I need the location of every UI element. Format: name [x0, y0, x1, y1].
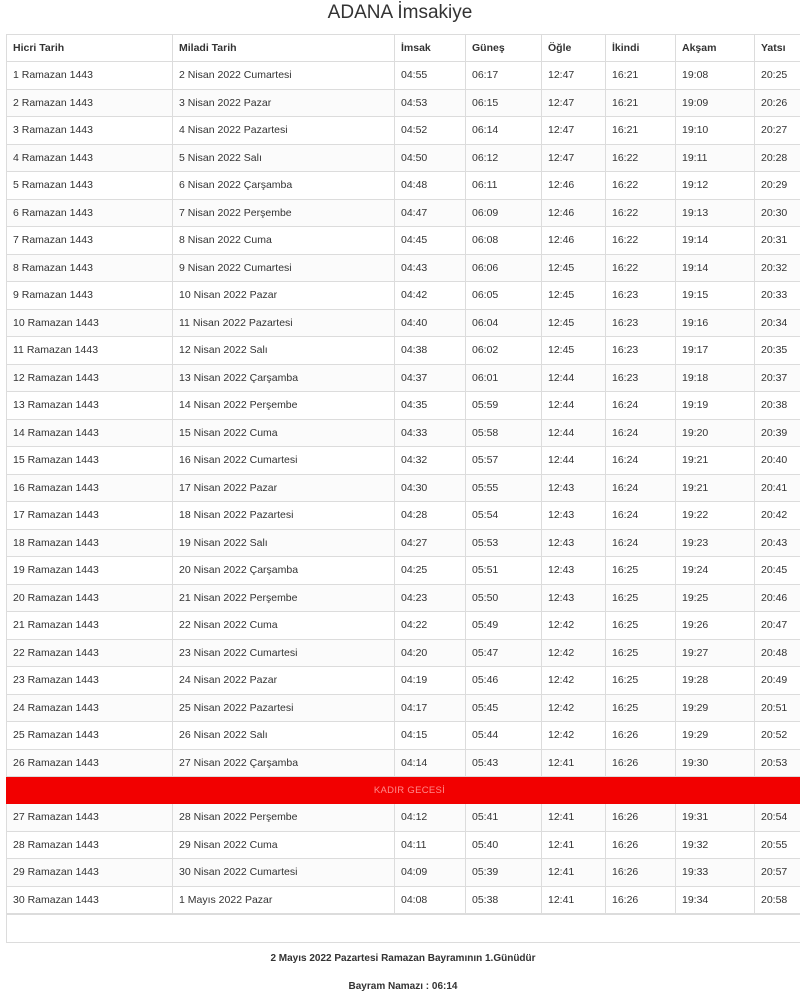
ogle-cell: 12:45 — [542, 309, 606, 337]
miladi-tarih-cell: 1 Mayıs 2022 Pazar — [173, 886, 395, 914]
yatsi-cell: 20:29 — [755, 172, 800, 200]
hicri-tarih-cell: 22 Ramazan 1443 — [7, 639, 173, 667]
yatsi-cell: 20:41 — [755, 474, 800, 502]
ikindi-cell: 16:25 — [606, 639, 676, 667]
miladi-tarih-cell: 30 Nisan 2022 Cumartesi — [173, 859, 395, 887]
yatsi-cell: 20:25 — [755, 62, 800, 90]
hicri-tarih-cell: 29 Ramazan 1443 — [7, 859, 173, 887]
yatsi-cell: 20:43 — [755, 529, 800, 557]
yatsi-cell: 20:46 — [755, 584, 800, 612]
yatsi-cell: 20:33 — [755, 282, 800, 310]
table-row — [7, 886, 800, 914]
imsak-cell: 04:19 — [395, 667, 466, 695]
ogle-cell: 12:46 — [542, 199, 606, 227]
imsak-cell: 04:30 — [395, 474, 466, 502]
ikindi-cell: 16:24 — [606, 474, 676, 502]
miladi-tarih-cell: 7 Nisan 2022 Perşembe — [173, 199, 395, 227]
table-header-row — [7, 35, 800, 62]
table-row — [7, 557, 800, 585]
imsak-cell: 04:47 — [395, 199, 466, 227]
aksam-cell: 19:30 — [676, 749, 755, 777]
yatsi-cell: 20:37 — [755, 364, 800, 392]
aksam-cell: 19:22 — [676, 502, 755, 530]
page-title: ADANA İmsakiye — [327, 2, 473, 23]
ikindi-cell: 16:22 — [606, 227, 676, 255]
hicri-tarih-cell: 1 Ramazan 1443 — [7, 62, 173, 90]
table-row — [7, 859, 800, 887]
gunes-cell: 06:04 — [466, 309, 542, 337]
gunes-cell: 05:43 — [466, 749, 542, 777]
gunes-cell: 05:44 — [466, 722, 542, 750]
aksam-cell: 19:10 — [676, 117, 755, 145]
empty-row — [6, 914, 800, 943]
aksam-cell: 19:12 — [676, 172, 755, 200]
ikindi-cell: 16:24 — [606, 502, 676, 530]
column-header-gunes: Güneş — [466, 35, 542, 62]
hicri-tarih-cell: 21 Ramazan 1443 — [7, 612, 173, 640]
imsak-cell: 04:12 — [395, 804, 466, 832]
table-row — [7, 364, 800, 392]
aksam-cell: 19:08 — [676, 62, 755, 90]
table-row — [7, 667, 800, 695]
ikindi-cell: 16:25 — [606, 667, 676, 695]
gunes-cell: 06:01 — [466, 364, 542, 392]
ogle-cell: 12:46 — [542, 172, 606, 200]
gunes-cell: 05:58 — [466, 419, 542, 447]
imsak-cell: 04:27 — [395, 529, 466, 557]
miladi-tarih-cell: 2 Nisan 2022 Cumartesi — [173, 62, 395, 90]
miladi-tarih-cell: 21 Nisan 2022 Perşembe — [173, 584, 395, 612]
ikindi-cell: 16:24 — [606, 392, 676, 420]
yatsi-cell: 20:28 — [755, 144, 800, 172]
gunes-cell: 06:15 — [466, 89, 542, 117]
ogle-cell: 12:43 — [542, 474, 606, 502]
gunes-cell: 05:53 — [466, 529, 542, 557]
kadir-gecesi-label: KADIR GECESİ — [7, 777, 800, 804]
ikindi-cell: 16:24 — [606, 529, 676, 557]
hicri-tarih-cell: 9 Ramazan 1443 — [7, 282, 173, 310]
yatsi-cell: 20:54 — [755, 804, 800, 832]
ogle-cell: 12:47 — [542, 62, 606, 90]
ikindi-cell: 16:25 — [606, 694, 676, 722]
ikindi-cell: 16:24 — [606, 419, 676, 447]
aksam-cell: 19:29 — [676, 694, 755, 722]
aksam-cell: 19:26 — [676, 612, 755, 640]
miladi-tarih-cell: 26 Nisan 2022 Salı — [173, 722, 395, 750]
column-header-aksam: Akşam — [676, 35, 755, 62]
ogle-cell: 12:41 — [542, 886, 606, 914]
yatsi-cell: 20:57 — [755, 859, 800, 887]
hicri-tarih-cell: 11 Ramazan 1443 — [7, 337, 173, 365]
ikindi-cell: 16:23 — [606, 309, 676, 337]
ogle-cell: 12:41 — [542, 859, 606, 887]
ikindi-cell: 16:21 — [606, 62, 676, 90]
yatsi-cell: 20:48 — [755, 639, 800, 667]
hicri-tarih-cell: 19 Ramazan 1443 — [7, 557, 173, 585]
ikindi-cell: 16:26 — [606, 859, 676, 887]
ikindi-cell: 16:23 — [606, 337, 676, 365]
yatsi-cell: 20:39 — [755, 419, 800, 447]
gunes-cell: 05:46 — [466, 667, 542, 695]
aksam-cell: 19:29 — [676, 722, 755, 750]
imsak-cell: 04:25 — [395, 557, 466, 585]
miladi-tarih-cell: 10 Nisan 2022 Pazar — [173, 282, 395, 310]
table-row — [7, 392, 800, 420]
miladi-tarih-cell: 24 Nisan 2022 Pazar — [173, 667, 395, 695]
column-header-ogle: Öğle — [542, 35, 606, 62]
gunes-cell: 05:55 — [466, 474, 542, 502]
ogle-cell: 12:44 — [542, 364, 606, 392]
table-row — [7, 282, 800, 310]
imsak-cell: 04:09 — [395, 859, 466, 887]
aksam-cell: 19:23 — [676, 529, 755, 557]
gunes-cell: 06:11 — [466, 172, 542, 200]
gunes-cell: 05:50 — [466, 584, 542, 612]
yatsi-cell: 20:53 — [755, 749, 800, 777]
bayram-note: 2 Mayıs 2022 Pazartesi Ramazan Bayramının 1.Günüdür — [270, 953, 536, 964]
table-row — [7, 419, 800, 447]
gunes-cell: 06:02 — [466, 337, 542, 365]
ogle-cell: 12:47 — [542, 89, 606, 117]
ikindi-cell: 16:26 — [606, 722, 676, 750]
footer — [6, 942, 800, 992]
yatsi-cell: 20:47 — [755, 612, 800, 640]
yatsi-cell: 20:58 — [755, 886, 800, 914]
miladi-tarih-cell: 11 Nisan 2022 Pazartesi — [173, 309, 395, 337]
aksam-cell: 19:25 — [676, 584, 755, 612]
ikindi-cell: 16:26 — [606, 804, 676, 832]
ogle-cell: 12:45 — [542, 282, 606, 310]
hicri-tarih-cell: 20 Ramazan 1443 — [7, 584, 173, 612]
imsak-cell: 04:28 — [395, 502, 466, 530]
ogle-cell: 12:44 — [542, 419, 606, 447]
table-row — [7, 639, 800, 667]
aksam-cell: 19:34 — [676, 886, 755, 914]
yatsi-cell: 20:55 — [755, 831, 800, 859]
aksam-cell: 19:11 — [676, 144, 755, 172]
miladi-tarih-cell: 9 Nisan 2022 Cumartesi — [173, 254, 395, 282]
gunes-cell: 06:12 — [466, 144, 542, 172]
aksam-cell: 19:15 — [676, 282, 755, 310]
table-row — [7, 529, 800, 557]
miladi-tarih-cell: 5 Nisan 2022 Salı — [173, 144, 395, 172]
table-row — [7, 309, 800, 337]
hicri-tarih-cell: 8 Ramazan 1443 — [7, 254, 173, 282]
ikindi-cell: 16:23 — [606, 364, 676, 392]
imsak-cell: 04:43 — [395, 254, 466, 282]
ogle-cell: 12:46 — [542, 227, 606, 255]
ogle-cell: 12:43 — [542, 502, 606, 530]
hicri-tarih-cell: 7 Ramazan 1443 — [7, 227, 173, 255]
gunes-cell: 05:57 — [466, 447, 542, 475]
table-body — [7, 62, 800, 914]
ogle-cell: 12:41 — [542, 831, 606, 859]
hicri-tarih-cell: 24 Ramazan 1443 — [7, 694, 173, 722]
aksam-cell: 19:13 — [676, 199, 755, 227]
imsak-cell: 04:32 — [395, 447, 466, 475]
hicri-tarih-cell: 13 Ramazan 1443 — [7, 392, 173, 420]
table-row — [7, 447, 800, 475]
yatsi-cell: 20:32 — [755, 254, 800, 282]
ikindi-cell: 16:25 — [606, 612, 676, 640]
gunes-cell: 05:59 — [466, 392, 542, 420]
ikindi-cell: 16:24 — [606, 447, 676, 475]
gunes-cell: 05:47 — [466, 639, 542, 667]
table-row — [7, 612, 800, 640]
hicri-tarih-cell: 18 Ramazan 1443 — [7, 529, 173, 557]
aksam-cell: 19:19 — [676, 392, 755, 420]
yatsi-cell: 20:31 — [755, 227, 800, 255]
gunes-cell: 05:51 — [466, 557, 542, 585]
gunes-cell: 06:17 — [466, 62, 542, 90]
miladi-tarih-cell: 29 Nisan 2022 Cuma — [173, 831, 395, 859]
imsak-cell: 04:35 — [395, 392, 466, 420]
gunes-cell: 05:40 — [466, 831, 542, 859]
table-row — [7, 831, 800, 859]
hicri-tarih-cell: 27 Ramazan 1443 — [7, 804, 173, 832]
imsak-cell: 04:15 — [395, 722, 466, 750]
gunes-cell: 06:09 — [466, 199, 542, 227]
ogle-cell: 12:41 — [542, 804, 606, 832]
hicri-tarih-cell: 2 Ramazan 1443 — [7, 89, 173, 117]
ikindi-cell: 16:26 — [606, 831, 676, 859]
table-row — [7, 749, 800, 777]
hicri-tarih-cell: 4 Ramazan 1443 — [7, 144, 173, 172]
miladi-tarih-cell: 8 Nisan 2022 Cuma — [173, 227, 395, 255]
aksam-cell: 19:32 — [676, 831, 755, 859]
ikindi-cell: 16:21 — [606, 89, 676, 117]
kadir-gecesi-row — [7, 777, 800, 804]
imsak-cell: 04:42 — [395, 282, 466, 310]
yatsi-cell: 20:35 — [755, 337, 800, 365]
imsak-cell: 04:53 — [395, 89, 466, 117]
imsak-cell: 04:37 — [395, 364, 466, 392]
ogle-cell: 12:43 — [542, 529, 606, 557]
ogle-cell: 12:43 — [542, 584, 606, 612]
miladi-tarih-cell: 25 Nisan 2022 Pazartesi — [173, 694, 395, 722]
miladi-tarih-cell: 28 Nisan 2022 Perşembe — [173, 804, 395, 832]
yatsi-cell: 20:51 — [755, 694, 800, 722]
ogle-cell: 12:42 — [542, 667, 606, 695]
ogle-cell: 12:42 — [542, 612, 606, 640]
table-row — [7, 254, 800, 282]
ikindi-cell: 16:26 — [606, 886, 676, 914]
hicri-tarih-cell: 6 Ramazan 1443 — [7, 199, 173, 227]
ogle-cell: 12:43 — [542, 557, 606, 585]
ikindi-cell: 16:25 — [606, 557, 676, 585]
column-header-hicri: Hicri Tarih — [7, 35, 173, 62]
aksam-cell: 19:16 — [676, 309, 755, 337]
column-header-yatsi: Yatsı — [755, 35, 800, 62]
ogle-cell: 12:47 — [542, 117, 606, 145]
ikindi-cell: 16:22 — [606, 172, 676, 200]
bayram-namazi: Bayram Namazı : 06:14 — [348, 981, 458, 992]
ogle-cell: 12:42 — [542, 694, 606, 722]
hicri-tarih-cell: 12 Ramazan 1443 — [7, 364, 173, 392]
aksam-cell: 19:20 — [676, 419, 755, 447]
yatsi-cell: 20:38 — [755, 392, 800, 420]
table-row — [7, 199, 800, 227]
ikindi-cell: 16:26 — [606, 749, 676, 777]
yatsi-cell: 20:34 — [755, 309, 800, 337]
gunes-cell: 05:54 — [466, 502, 542, 530]
gunes-cell: 05:39 — [466, 859, 542, 887]
imsak-cell: 04:20 — [395, 639, 466, 667]
gunes-cell: 06:08 — [466, 227, 542, 255]
table-row — [7, 227, 800, 255]
hicri-tarih-cell: 15 Ramazan 1443 — [7, 447, 173, 475]
miladi-tarih-cell: 20 Nisan 2022 Çarşamba — [173, 557, 395, 585]
ogle-cell: 12:44 — [542, 447, 606, 475]
ikindi-cell: 16:22 — [606, 254, 676, 282]
ikindi-cell: 16:22 — [606, 144, 676, 172]
imsak-cell: 04:50 — [395, 144, 466, 172]
ogle-cell: 12:42 — [542, 722, 606, 750]
gunes-cell: 06:06 — [466, 254, 542, 282]
yatsi-cell: 20:40 — [755, 447, 800, 475]
imsak-cell: 04:48 — [395, 172, 466, 200]
gunes-cell: 05:38 — [466, 886, 542, 914]
miladi-tarih-cell: 12 Nisan 2022 Salı — [173, 337, 395, 365]
hicri-tarih-cell: 25 Ramazan 1443 — [7, 722, 173, 750]
table-row — [7, 474, 800, 502]
aksam-cell: 19:09 — [676, 89, 755, 117]
yatsi-cell: 20:27 — [755, 117, 800, 145]
imsak-cell: 04:22 — [395, 612, 466, 640]
aksam-cell: 19:21 — [676, 474, 755, 502]
table-row — [7, 62, 800, 90]
imsak-cell: 04:45 — [395, 227, 466, 255]
yatsi-cell: 20:52 — [755, 722, 800, 750]
aksam-cell: 19:28 — [676, 667, 755, 695]
table-row — [7, 337, 800, 365]
imsak-cell: 04:33 — [395, 419, 466, 447]
gunes-cell: 05:41 — [466, 804, 542, 832]
imsak-cell: 04:52 — [395, 117, 466, 145]
ikindi-cell: 16:22 — [606, 199, 676, 227]
aksam-cell: 19:24 — [676, 557, 755, 585]
table-row — [7, 144, 800, 172]
hicri-tarih-cell: 14 Ramazan 1443 — [7, 419, 173, 447]
miladi-tarih-cell: 18 Nisan 2022 Pazartesi — [173, 502, 395, 530]
imsak-cell: 04:14 — [395, 749, 466, 777]
yatsi-cell: 20:26 — [755, 89, 800, 117]
table-row — [7, 722, 800, 750]
column-header-miladi: Miladi Tarih — [173, 35, 395, 62]
hicri-tarih-cell: 5 Ramazan 1443 — [7, 172, 173, 200]
ikindi-cell: 16:23 — [606, 282, 676, 310]
miladi-tarih-cell: 23 Nisan 2022 Cumartesi — [173, 639, 395, 667]
miladi-tarih-cell: 14 Nisan 2022 Perşembe — [173, 392, 395, 420]
aksam-cell: 19:33 — [676, 859, 755, 887]
yatsi-cell: 20:45 — [755, 557, 800, 585]
miladi-tarih-cell: 13 Nisan 2022 Çarşamba — [173, 364, 395, 392]
ogle-cell: 12:45 — [542, 337, 606, 365]
miladi-tarih-cell: 19 Nisan 2022 Salı — [173, 529, 395, 557]
aksam-cell: 19:14 — [676, 227, 755, 255]
yatsi-cell: 20:30 — [755, 199, 800, 227]
aksam-cell: 19:21 — [676, 447, 755, 475]
ogle-cell: 12:44 — [542, 392, 606, 420]
hicri-tarih-cell: 16 Ramazan 1443 — [7, 474, 173, 502]
gunes-cell: 05:45 — [466, 694, 542, 722]
imsak-cell: 04:17 — [395, 694, 466, 722]
hicri-tarih-cell: 23 Ramazan 1443 — [7, 667, 173, 695]
column-header-imsak: İmsak — [395, 35, 466, 62]
hicri-tarih-cell: 26 Ramazan 1443 — [7, 749, 173, 777]
imsak-cell: 04:55 — [395, 62, 466, 90]
miladi-tarih-cell: 3 Nisan 2022 Pazar — [173, 89, 395, 117]
hicri-tarih-cell: 30 Ramazan 1443 — [7, 886, 173, 914]
miladi-tarih-cell: 22 Nisan 2022 Cuma — [173, 612, 395, 640]
imsak-cell: 04:11 — [395, 831, 466, 859]
table-row — [7, 804, 800, 832]
table-row — [7, 502, 800, 530]
yatsi-cell: 20:42 — [755, 502, 800, 530]
table-row — [7, 172, 800, 200]
miladi-tarih-cell: 15 Nisan 2022 Cuma — [173, 419, 395, 447]
imsak-cell: 04:23 — [395, 584, 466, 612]
table-row — [7, 117, 800, 145]
imsak-cell: 04:40 — [395, 309, 466, 337]
imsak-cell: 04:38 — [395, 337, 466, 365]
aksam-cell: 19:14 — [676, 254, 755, 282]
hicri-tarih-cell: 10 Ramazan 1443 — [7, 309, 173, 337]
miladi-tarih-cell: 17 Nisan 2022 Pazar — [173, 474, 395, 502]
gunes-cell: 06:05 — [466, 282, 542, 310]
miladi-tarih-cell: 6 Nisan 2022 Çarşamba — [173, 172, 395, 200]
column-header-ikindi: İkindi — [606, 35, 676, 62]
miladi-tarih-cell: 4 Nisan 2022 Pazartesi — [173, 117, 395, 145]
aksam-cell: 19:27 — [676, 639, 755, 667]
aksam-cell: 19:31 — [676, 804, 755, 832]
table-row — [7, 89, 800, 117]
ogle-cell: 12:45 — [542, 254, 606, 282]
imsakiye-table — [6, 34, 800, 914]
gunes-cell: 05:49 — [466, 612, 542, 640]
imsak-cell: 04:08 — [395, 886, 466, 914]
aksam-cell: 19:18 — [676, 364, 755, 392]
table-row — [7, 694, 800, 722]
ogle-cell: 12:47 — [542, 144, 606, 172]
hicri-tarih-cell: 17 Ramazan 1443 — [7, 502, 173, 530]
table-row — [7, 584, 800, 612]
miladi-tarih-cell: 27 Nisan 2022 Çarşamba — [173, 749, 395, 777]
yatsi-cell: 20:49 — [755, 667, 800, 695]
hicri-tarih-cell: 28 Ramazan 1443 — [7, 831, 173, 859]
ogle-cell: 12:42 — [542, 639, 606, 667]
ikindi-cell: 16:25 — [606, 584, 676, 612]
hicri-tarih-cell: 3 Ramazan 1443 — [7, 117, 173, 145]
gunes-cell: 06:14 — [466, 117, 542, 145]
miladi-tarih-cell: 16 Nisan 2022 Cumartesi — [173, 447, 395, 475]
aksam-cell: 19:17 — [676, 337, 755, 365]
ikindi-cell: 16:21 — [606, 117, 676, 145]
ogle-cell: 12:41 — [542, 749, 606, 777]
